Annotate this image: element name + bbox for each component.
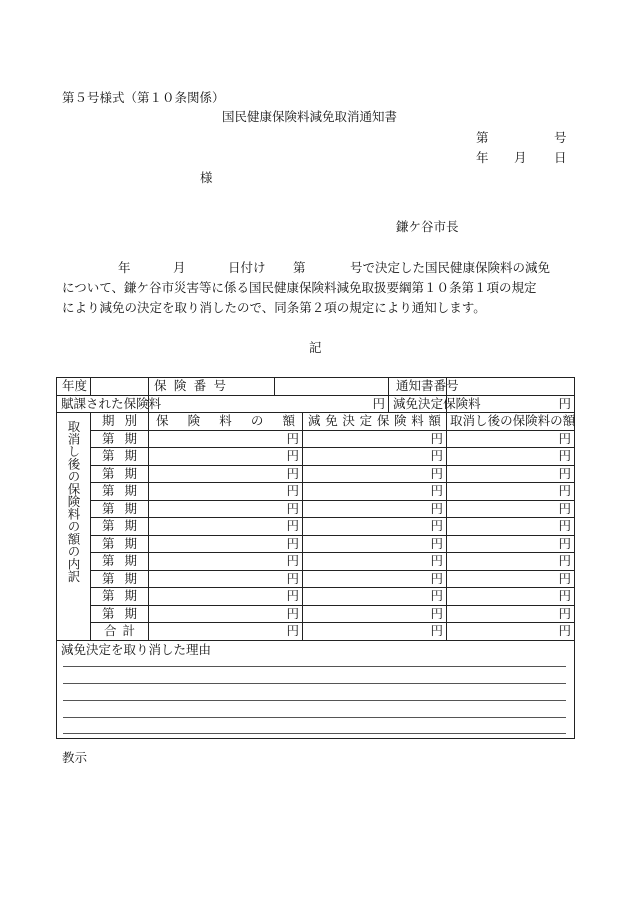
period-label: 第 期: [91, 483, 149, 501]
page-title: 国民健康保険料減免取消通知書: [222, 109, 398, 124]
section-label-text: 取消し後の保険料の額の内訳: [66, 420, 81, 583]
doc-number-prefix: 第: [476, 130, 489, 145]
period-label: 第 期: [91, 448, 149, 466]
hoken-bangou-label: 保 険 番 号: [149, 378, 275, 396]
reason-writing-line: [63, 683, 566, 684]
period-genmen-yen[interactable]: 円: [303, 430, 447, 448]
period-hokenryo-yen[interactable]: 円: [149, 500, 303, 518]
table-row: [57, 535, 575, 553]
total-hokenryo-yen[interactable]: 円: [149, 623, 303, 641]
period-genmen-yen[interactable]: 円: [303, 483, 447, 501]
period-hokenryo-yen[interactable]: 円: [149, 448, 303, 466]
period-torikeshi-yen[interactable]: 円: [447, 430, 575, 448]
period-label: 第 期: [91, 553, 149, 571]
period-hokenryo-yen[interactable]: 円: [149, 518, 303, 536]
body-line2: について、鎌ケ谷市災害等に係る国民健康保険料減免取扱要綱第１０条第１項の規定: [62, 280, 537, 295]
doc-number-suffix: 号: [554, 130, 567, 145]
total-genmen-yen[interactable]: 円: [303, 623, 447, 641]
period-torikeshi-yen[interactable]: 円: [447, 483, 575, 501]
table-row: [57, 378, 575, 396]
reason-label: 減免決定を取り消した理由: [61, 641, 212, 657]
period-hokenryo-yen[interactable]: 円: [149, 588, 303, 606]
period-hokenryo-yen[interactable]: 円: [149, 535, 303, 553]
table-row: [57, 623, 575, 641]
tsuchisho-bangou-value[interactable]: [447, 378, 575, 396]
period-torikeshi-yen[interactable]: 円: [447, 500, 575, 518]
total-label: 合 計: [91, 623, 149, 641]
table-row: [57, 518, 575, 536]
table-row: [57, 605, 575, 623]
period-torikeshi-yen[interactable]: 円: [447, 535, 575, 553]
body-year: 年: [118, 260, 131, 275]
period-genmen-yen[interactable]: 円: [303, 465, 447, 483]
ki-heading: 記: [309, 340, 322, 355]
genmen-kettei-label: 減 免 決 定 保 険 料: [389, 395, 447, 413]
section-label: [57, 413, 91, 641]
kyouji-label: 教示: [62, 750, 88, 765]
period-hokenryo-yen[interactable]: 円: [149, 483, 303, 501]
period-label: 第 期: [91, 605, 149, 623]
reason-cell[interactable]: [57, 640, 575, 738]
period-label: 第 期: [91, 588, 149, 606]
period-genmen-yen[interactable]: 円: [303, 448, 447, 466]
period-label: 第 期: [91, 535, 149, 553]
body-number-prefix: 第: [293, 260, 306, 275]
period-torikeshi-yen[interactable]: 円: [447, 588, 575, 606]
table-row: [57, 413, 575, 431]
table-row: [57, 395, 575, 413]
tsuchisho-bangou-label: 通 知 書 番 号: [389, 378, 447, 396]
issuer-name: 鎌ケ谷市長: [396, 219, 459, 234]
period-genmen-yen[interactable]: 円: [303, 535, 447, 553]
date-year: 年: [476, 150, 489, 165]
period-label: 第 期: [91, 465, 149, 483]
table-row: [57, 465, 575, 483]
total-torikeshi-yen[interactable]: 円: [447, 623, 575, 641]
table-row: [57, 570, 575, 588]
period-hokenryo-yen[interactable]: 円: [149, 570, 303, 588]
table-row: [57, 588, 575, 606]
period-genmen-yen[interactable]: 円: [303, 605, 447, 623]
reason-writing-line: [63, 666, 566, 667]
body-dated: 日付け: [228, 260, 266, 275]
period-torikeshi-yen[interactable]: 円: [447, 605, 575, 623]
hoken-bangou-value[interactable]: [275, 378, 389, 396]
cancellation-table: [56, 377, 575, 739]
period-label: 第 期: [91, 570, 149, 588]
table-row: [57, 500, 575, 518]
body-line1-rest: 号で決定した国民健康保険料の減免: [350, 260, 551, 275]
addressee-suffix: 様: [200, 170, 213, 185]
period-genmen-yen[interactable]: 円: [303, 500, 447, 518]
header-genmen-gaku: 減 免 決 定 保 険 料 額: [303, 413, 447, 431]
period-genmen-yen[interactable]: 円: [303, 518, 447, 536]
form-number: 第５号様式（第１０条関係）: [62, 90, 225, 105]
nendo-label: 年 度: [57, 378, 91, 396]
period-torikeshi-yen[interactable]: 円: [447, 518, 575, 536]
fuka-label: 賦 課 さ れ た 保 険 料: [57, 395, 149, 413]
period-torikeshi-yen[interactable]: 円: [447, 465, 575, 483]
period-hokenryo-yen[interactable]: 円: [149, 465, 303, 483]
header-torikeshi-go: 取 消 し 後 の 保 険 料 の 額: [447, 413, 575, 431]
reason-writing-line: [63, 700, 566, 701]
period-hokenryo-yen[interactable]: 円: [149, 430, 303, 448]
period-genmen-yen[interactable]: 円: [303, 553, 447, 571]
header-hokenryo-gaku: 保 険 料 の 額: [149, 413, 303, 431]
period-torikeshi-yen[interactable]: 円: [447, 448, 575, 466]
table-row: [57, 483, 575, 501]
period-hokenryo-yen[interactable]: 円: [149, 605, 303, 623]
period-genmen-yen[interactable]: 円: [303, 588, 447, 606]
date-month: 月: [514, 150, 527, 165]
period-torikeshi-yen[interactable]: 円: [447, 553, 575, 571]
nendo-value[interactable]: [91, 378, 149, 396]
reason-writing-line: [63, 717, 566, 718]
period-hokenryo-yen[interactable]: 円: [149, 553, 303, 571]
body-line3: により減免の決定を取り消したので、同条第２項の規定により通知します。: [62, 300, 486, 315]
period-label: 第 期: [91, 500, 149, 518]
table-row: [57, 448, 575, 466]
table-row: [57, 430, 575, 448]
date-day: 日: [554, 150, 567, 165]
header-kibetsu: 期 別: [91, 413, 149, 431]
body-month: 月: [173, 260, 186, 275]
period-genmen-yen[interactable]: 円: [303, 570, 447, 588]
period-label: 第 期: [91, 518, 149, 536]
period-torikeshi-yen[interactable]: 円: [447, 570, 575, 588]
table-row: [57, 553, 575, 571]
genmen-kettei-yen[interactable]: 円: [447, 395, 575, 413]
reason-writing-line: [63, 733, 566, 734]
period-label: 第 期: [91, 430, 149, 448]
fuka-yen[interactable]: 円: [149, 395, 389, 413]
table-row: [57, 640, 575, 738]
